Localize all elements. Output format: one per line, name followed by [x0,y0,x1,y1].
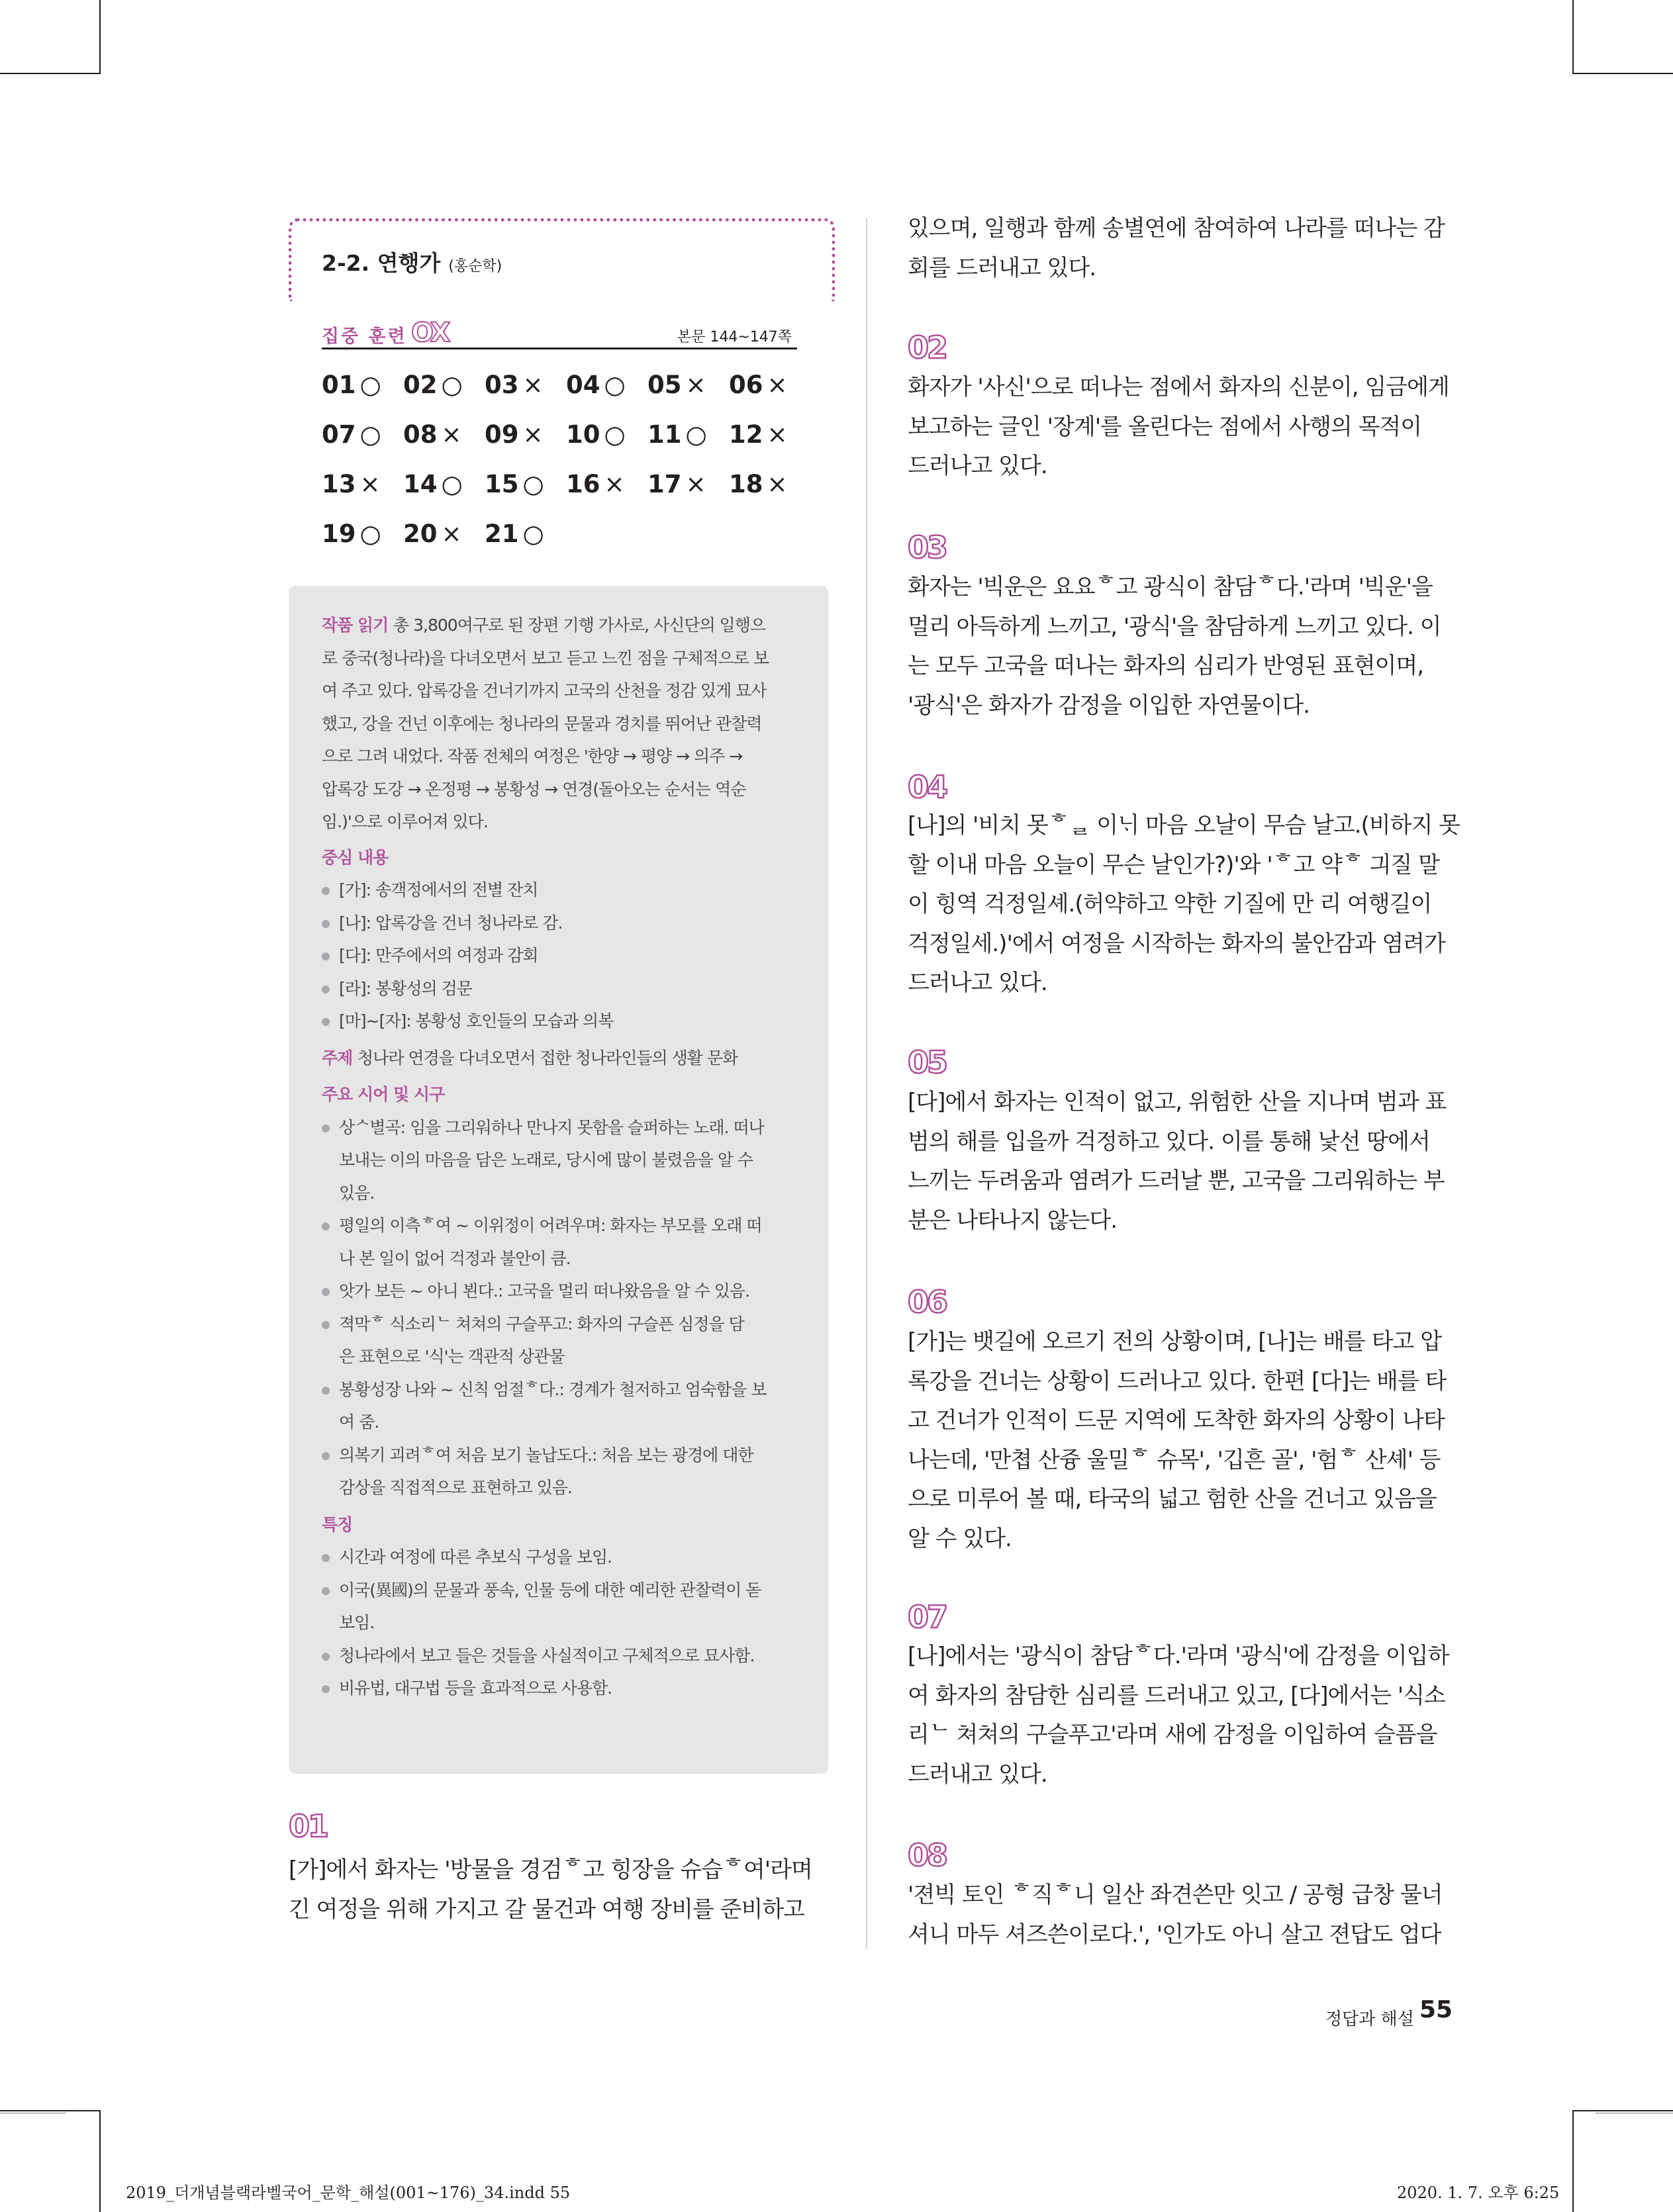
ox-answer-number: 01 [322,371,356,399]
ox-answer-mark: × [359,470,381,498]
bullet-icon [322,1685,330,1693]
explanation-line: 리ᄂ 쳐쳐의 구슬푸고'라며 새에 감정을 이입하여 슬픔을 [908,1722,1437,1748]
crop-mark [1572,0,1574,73]
section-author: (홍순학) [448,258,502,275]
reading-line: 했고, 강을 건넌 이후에는 청나라의 문물과 경치를 뛰어난 관찰력 [322,714,762,733]
ox-answer [566,371,626,399]
ox-answer [485,420,544,449]
ox-answer-number: 09 [485,420,519,449]
page-number: 55 [1419,1996,1453,2023]
reading-line: 임.)'으로 이루어져 있다. [322,812,488,831]
content-item: [다]: 만주에서의 여정과 감회 [339,946,538,965]
explanation-number: 07 [908,1599,947,1635]
explanation-line: 있으며, 일행과 함께 송별연에 참여하여 나라를 떠나는 감 [908,215,1445,242]
ox-answer [485,470,544,498]
ox-answer-number: 07 [322,420,356,449]
ox-answer-mark: ○ [441,371,463,399]
ox-answer [322,371,381,399]
reading-line: 압록강 도강 → 온정평 → 봉황성 → 연경(돌아오는 순서는 역순 [322,779,746,799]
footer-label: 정답과 해설 [1325,2009,1414,2029]
theme-text: 청나라 연경을 다녀오면서 접한 청나라인들의 생활 문화 [358,1048,738,1068]
ox-answer [485,520,544,548]
poem-item-line: 의복기 괴려ᄒ여 처음 보기 놀납도다.: 처음 보는 광경에 대한 [339,1445,753,1465]
ox-answer [566,470,625,498]
ox-answer-number: 12 [729,420,763,449]
crop-mark [1572,73,1673,74]
ox-answer-number: 17 [647,470,682,498]
ox-answer [403,470,463,498]
explanation-line: 여 화자의 참담한 심리를 드러내고 있고, [다]에서는 '식소 [908,1682,1445,1709]
feature-item-line: 이국(異國)의 문물과 풍속, 인물 등에 대한 예리한 관찰력이 돋 [339,1580,761,1600]
explanation-line: 할 이내 마음 오늘이 무슨 날인가?)'와 'ᄒ고 약ᄒ 긔질 말 [908,851,1439,878]
ox-answer-mark: × [522,420,544,449]
explanation-number: 05 [908,1044,947,1080]
crop-mark [1572,2110,1673,2111]
ox-answer-mark: ○ [522,470,544,498]
reading-text: 총 3,800여구로 된 장편 기행 가사로, 사신단의 일행으 [393,616,766,635]
explanation-line: 드러나고 있다. [908,453,1047,479]
ox-answer-number: 20 [403,520,438,548]
explanation-line: 드러내고 있다. [908,1761,1047,1788]
explanation-line: 는 모두 고국을 떠나는 화자의 심리가 반영된 표현이며, [908,653,1424,679]
ox-answer-mark: × [767,371,788,399]
reading-line: 으로 그려 내었다. 작품 전체의 여정은 '한양 → 평양 → 의주 → [322,747,743,766]
crop-mark [99,2110,101,2212]
bullet-icon [322,920,330,928]
ox-answer-mark: × [522,371,544,399]
explanation-number: 01 [289,1808,328,1844]
ox-answer-number: 15 [485,470,519,498]
crop-mark [1572,2110,1574,2212]
ox-answer-mark: ○ [522,520,544,548]
ox-answer-mark: × [767,470,788,498]
explanation-line: [가]는 뱃길에 오르기 전의 상황이며, [나]는 배를 타고 압 [908,1328,1442,1355]
ox-answer [322,470,381,498]
ox-answer-mark: ○ [604,371,626,399]
explanation-number: 04 [908,769,947,805]
bullet-icon [322,1125,330,1132]
poem-item-line: 보내는 이의 마음을 담은 노래로, 당시에 많이 불렸음을 알 수 [339,1150,753,1170]
ox-logo-icon: OX [411,318,448,348]
bullet-icon [322,1554,330,1562]
section-title [322,246,502,277]
ox-answer-number: 08 [403,420,438,449]
poems-label: 주요 시어 및 시구 [322,1085,445,1104]
ox-answer [485,371,544,399]
bullet-icon [322,1452,330,1460]
explanation-number: 06 [908,1284,947,1320]
ox-answer-number: 10 [566,420,600,449]
bullet-icon [322,952,330,960]
section-title-text: 2-2. 연행가 [322,250,441,276]
explanation-line: [가]에서 화자는 '방물을 경검ᄒ고 힝장을 슈습ᄒ여'라며 [289,1857,812,1883]
content-item: [나]: 압록강을 건너 청나라로 감. [339,913,563,933]
explanation-line: 분은 나타나지 않는다. [908,1207,1118,1234]
explanation-line: 셔니 마두 셔즈쓴이로다.', '인가도 아니 살고 젼답도 업다 [908,1921,1441,1948]
reading-line: 로 중국(청나라)을 다녀오면서 보고 듣고 느낀 점을 구체적으로 보 [322,648,769,668]
ox-answer-mark: × [767,420,788,449]
explanation-line: '광식'은 화자가 감정을 이입한 자연물이다. [908,692,1310,719]
poem-item-line: 젹막ᄒ 식소리ᄂ 쳐쳐의 구슬푸고: 화자의 구슬픈 심정을 담 [339,1314,744,1334]
content-item: [가]: 송객정에서의 전별 잔치 [339,880,538,899]
explanation-line: 멀리 아득하게 느끼고, '광식'을 참담하게 느끼고 있다. 이 [908,613,1441,640]
ox-answer-mark: ○ [685,420,707,449]
poem-item-line: 앗가 보든 ~ 아니 뵌다.: 고국을 멀리 떠나왔음을 알 수 있음. [339,1281,750,1301]
ox-answer-mark: × [604,470,625,498]
feature-item-line: 비유법, 대구법 등을 효과적으로 사용함. [339,1679,612,1698]
content-item: [마]~[자]: 봉황성 호인들의 모습과 의복 [339,1011,614,1031]
column-divider [866,218,867,1949]
bullet-icon [322,1653,330,1661]
explanation-line: 고 건너가 인적이 드문 지역에 도착한 화자의 상황이 나타 [908,1407,1445,1434]
explanation-line: 알 수 있다. [908,1525,1012,1552]
ox-answer-mark: ○ [359,520,381,548]
ox-answer-number: 03 [485,371,519,399]
slug-file: 2019_더개념블랙라벨국어_문학_해설(001~176)_34.indd 55 [126,2184,571,2202]
bullet-icon [322,887,330,895]
ox-answer-number: 05 [647,371,682,399]
features-label: 특징 [322,1514,353,1534]
ox-answer [647,470,706,498]
explanation-line: [다]에서 화자는 인적이 없고, 위험한 산을 지나며 범과 표 [908,1089,1447,1115]
explanation-line: 범의 해를 입을까 걱정하고 있다. 이를 통해 낯선 땅에서 [908,1128,1430,1155]
explanation-line: 으로 미루어 볼 때, 타국의 넓고 험한 산을 건너고 있음을 [908,1486,1437,1512]
bullet-icon [322,986,330,993]
crop-mark [99,0,101,73]
ox-answer [322,420,381,449]
reading-line: 여 주고 있다. 압록강을 건너기까지 고국의 산천을 정감 있게 묘사 [322,681,767,700]
ox-answer-number: 02 [403,371,438,399]
poem-item-line: 상ᄉ별곡: 임을 그리워하나 만나지 못함을 슬퍼하는 노래. 떠나 [339,1117,764,1137]
poem-item-line: 여 줌. [339,1412,379,1432]
theme-label: 주제 [322,1048,358,1068]
explanation-number: 08 [908,1837,947,1873]
explanation-line: 화자가 '사신'으로 떠나는 점에서 화자의 신분이, 임금에게 [908,374,1449,400]
reading-line [322,614,765,637]
explanation-number: 03 [908,530,947,565]
slug-date: 2020. 1. 7. 오후 6:25 [1397,2184,1560,2202]
ox-answer-number: 19 [322,520,356,548]
ox-answer-mark: ○ [441,470,463,498]
ox-answer-mark: × [441,520,462,548]
poem-item-line: 봉황성장 나와 ~ 신칙 엄절ᄒ다.: 경계가 철저하고 엄숙함을 보 [339,1379,767,1399]
ox-answer-number: 16 [566,470,600,498]
ox-answer-number: 04 [566,371,600,399]
ox-answer [729,470,788,498]
ox-answer-number: 14 [403,470,438,498]
ox-answer [403,371,463,399]
ox-page-ref: 본문 144~147쪽 [677,329,792,346]
explanation-line: 이 힝역 걱정일셰.(허약하고 약한 기질에 만 리 여행길이 [908,891,1432,917]
explanation-line: 나는데, '만쳡 산즁 울밀ᄒ 슈목', '깁흔 골', '험ᄒ 산셰' 등 [908,1446,1441,1473]
ox-label: 집중 훈련 [322,326,407,347]
ox-answer-mark: × [441,420,462,449]
feature-item-line: 시간과 여정에 따른 추보식 구성을 보임. [339,1547,612,1567]
explanation-line: '젼빅 토인 ᄒ직ᄒ니 일산 좌견쓴만 잇고 / 공형 급창 물너 [908,1882,1443,1908]
ox-answer-number: 06 [729,371,763,399]
bullet-icon [322,1587,330,1595]
ox-answer [647,371,706,399]
theme-line [322,1047,738,1070]
bullet-icon [322,1018,330,1026]
bullet-icon [322,1222,330,1230]
ox-answer [729,420,788,449]
ox-answer-mark: ○ [604,420,626,449]
poem-item-line: 나 본 일이 없어 걱정과 불안이 큼. [339,1248,571,1268]
explanation-line: [나]의 '비치 못ᄒᆯ 이ᄂᆡ 마음 오날이 무슴 날고.(비하지 못 [908,812,1460,839]
bullet-icon [322,1321,330,1329]
ox-answer-mark: × [685,371,706,399]
crop-mark [0,2110,101,2111]
ox-answer [403,420,462,449]
ox-answer [566,420,626,449]
explanation-line: 화자는 '빅운은 요요ᄒ고 광식이 참담ᄒ다.'라며 '빅운'을 [908,574,1433,600]
explanation-line: 보고하는 글인 '장계'를 올린다는 점에서 사행의 목적이 [908,413,1422,440]
poem-item-line: 감상을 직접적으로 표현하고 있음. [339,1478,572,1497]
feature-item-line: 보임. [339,1613,375,1632]
ox-answer [403,520,462,548]
feature-item-line: 청나라에서 보고 들은 것들을 사실적이고 구체적으로 묘사함. [339,1645,755,1665]
explanation-number: 02 [908,330,947,365]
ox-answer-number: 13 [322,470,356,498]
ox-answer-mark: ○ [359,420,381,449]
crop-mark [0,73,101,74]
poem-item-line: 있음. [339,1183,375,1203]
reading-label: 작품 읽기 [322,616,394,635]
explanation-line: 걱정일세.)'에서 여정을 시작하는 화자의 불안감과 염려가 [908,930,1445,957]
ox-answer-number: 18 [729,470,763,498]
ox-answer [322,520,381,548]
explanation-line: 느끼는 두려움과 염려가 드러날 뿐, 고국을 그리워하는 부 [908,1168,1445,1194]
ox-answer-number: 11 [647,420,682,449]
content-item: [라]: 봉황성의 검문 [339,978,472,998]
ox-answer [729,371,788,399]
poem-item-line: 평일의 이측ᄒ여 ~ 이위정이 어려우며: 화자는 부모를 오래 떠 [339,1216,762,1235]
content-label: 중심 내용 [322,847,389,867]
explanation-line: 회를 드러내고 있다. [908,254,1096,281]
ox-header [322,318,797,349]
explanation-line: 긴 여정을 위해 가지고 갈 물건과 여행 장비를 준비하고 [289,1896,805,1923]
ox-answer-mark: × [685,470,706,498]
ox-answer [647,420,707,449]
ox-answer-mark: ○ [359,371,381,399]
poem-item-line: 은 표현으로 '식'는 객관적 상관물 [339,1347,565,1366]
bullet-icon [322,1387,330,1395]
explanation-line: 드러나고 있다. [908,970,1047,996]
bullet-icon [322,1288,330,1296]
explanation-line: [나]에서는 '광식이 참담ᄒ다.'라며 '광식'에 감정을 이입하 [908,1643,1449,1669]
explanation-line: 록강을 건너는 상황이 드러나고 있다. 한편 [다]는 배를 타 [908,1367,1447,1395]
ox-answer-number: 21 [485,520,519,548]
